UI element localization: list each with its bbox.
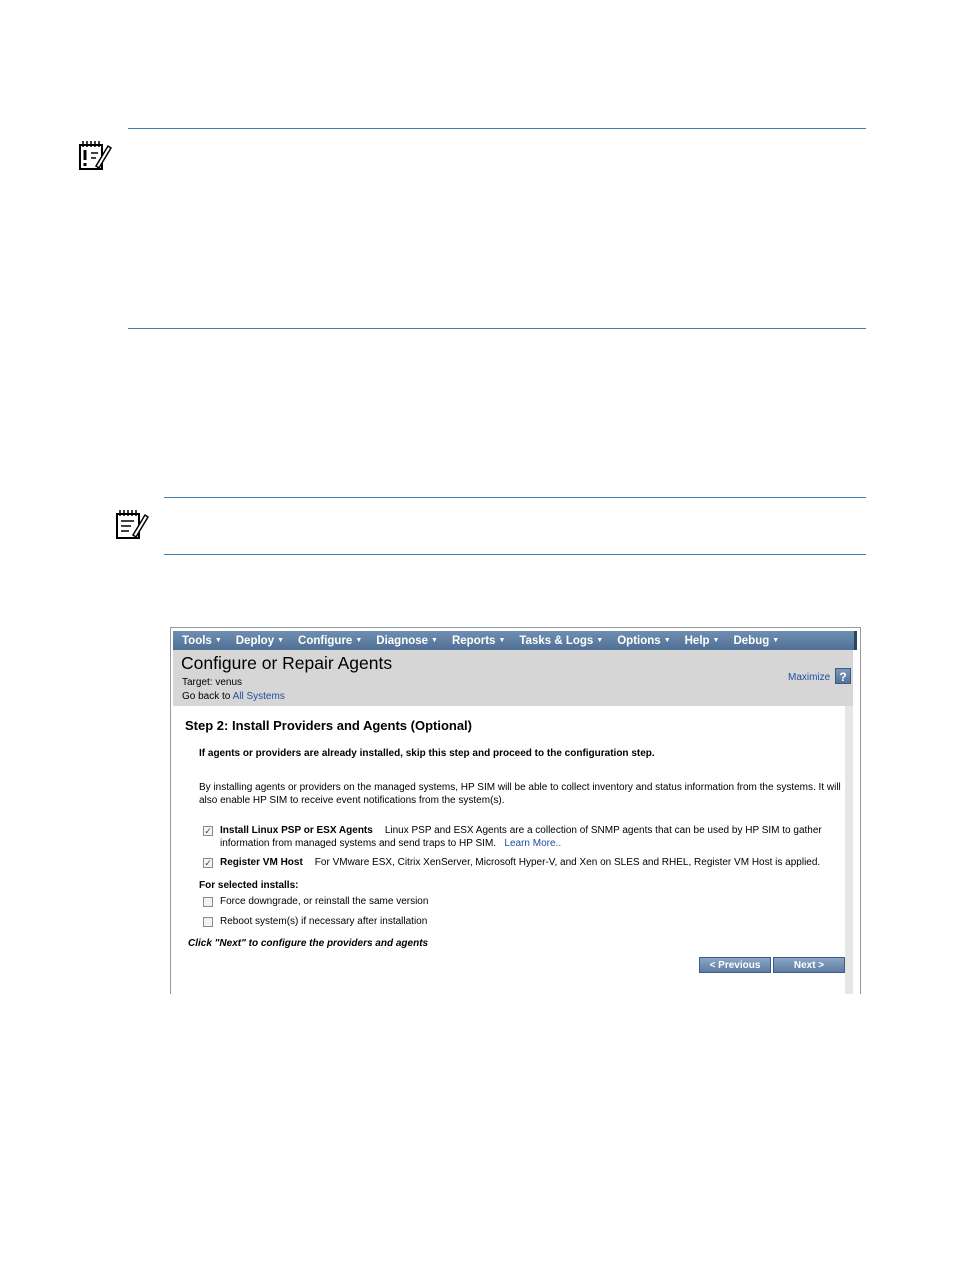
page-header (173, 650, 853, 706)
chevron-down-icon: ▼ (596, 637, 604, 644)
note-bottom-rule (164, 554, 866, 555)
help-button[interactable]: ? (835, 668, 851, 684)
skip-notice: If agents or providers are already installed, skip this step and proceed to the configuration step. (199, 748, 655, 759)
step-title: Step 2: Install Providers and Agents (Optional) (185, 718, 473, 733)
option-register-vm-host (203, 857, 843, 870)
install-agents-description: Linux PSP and ESX Agents are a collection of SNMP agents that can be used by HP SIM to gather information from managed systems and send traps to HP SIM. (220, 825, 822, 849)
chevron-down-icon: ▼ (277, 637, 285, 644)
menu-configure[interactable]: Configure ▼ (298, 634, 363, 647)
important-note-icon (78, 140, 112, 172)
selected-installs-heading: For selected installs: (199, 880, 299, 891)
chevron-down-icon: ▼ (214, 637, 222, 644)
option-reboot (203, 916, 843, 929)
maximize-link[interactable]: Maximize (788, 672, 831, 683)
page-title: Configure or Repair Agents (181, 653, 393, 673)
breadcrumb (182, 691, 285, 702)
embedded-screenshot (170, 627, 861, 994)
chevron-down-icon: ▼ (355, 637, 363, 644)
wizard-content (173, 706, 853, 994)
click-next-instruction: Click "Next" to configure the providers and agents (188, 938, 429, 949)
menu-help[interactable]: Help ▼ (684, 634, 720, 647)
register-vm-host-checkbox[interactable]: ✓ (204, 858, 212, 868)
menu-debug[interactable]: Debug ▼ (733, 634, 780, 647)
learn-more-link[interactable]: Learn More.. (504, 837, 562, 849)
target-label: Target: venus (182, 677, 243, 688)
chevron-down-icon: ▼ (712, 637, 720, 644)
next-button[interactable]: Next > (773, 957, 845, 973)
menu-tools[interactable]: Tools ▼ (182, 634, 222, 647)
goback-prefix: Go back to (182, 691, 233, 702)
reboot-checkbox[interactable] (203, 917, 213, 927)
force-downgrade-checkbox[interactable] (203, 897, 213, 907)
register-vm-host-description: For VMware ESX, Citrix XenServer, Microsoft Hyper-V, and Xen on SLES and RHEL, Register VM Host is applied. (314, 857, 821, 868)
reboot-label: Reboot system(s) if necessary after installation (220, 916, 428, 927)
install-agents-label: Install Linux PSP or ESX Agents (220, 825, 373, 836)
note-icon (115, 509, 149, 541)
previous-button[interactable]: < Previous (699, 957, 771, 973)
all-systems-link[interactable]: All Systems (232, 691, 285, 702)
important-top-rule (128, 128, 866, 129)
chevron-down-icon: ▼ (431, 637, 438, 644)
menu-diagnose[interactable]: Diagnose ▼ (376, 634, 438, 647)
chevron-down-icon: ▼ (772, 637, 780, 644)
option-install-agents (203, 825, 843, 850)
option-force-downgrade (203, 896, 843, 909)
force-downgrade-label: Force downgrade, or reinstall the same version (220, 896, 429, 907)
note-top-rule (164, 497, 866, 498)
menu-deploy[interactable]: Deploy ▼ (235, 634, 285, 647)
important-bottom-rule (128, 328, 866, 329)
intro-text: By installing agents or providers on the managed systems, HP SIM will be able to collect inventory and status information from the systems. It will also enable HP SIM to receive event notifications from the system(s). (199, 782, 841, 806)
chevron-down-icon: ▼ (663, 637, 671, 644)
menu-bar (173, 631, 857, 650)
chevron-down-icon: ▼ (498, 637, 506, 644)
menu-reports[interactable]: Reports ▼ (451, 634, 506, 647)
menu-tasks-logs[interactable]: Tasks & Logs ▼ (519, 634, 604, 647)
install-agents-checkbox[interactable]: ✓ (204, 826, 212, 836)
menu-options[interactable]: Options ▼ (617, 634, 671, 647)
register-vm-host-label: Register VM Host (220, 857, 303, 868)
